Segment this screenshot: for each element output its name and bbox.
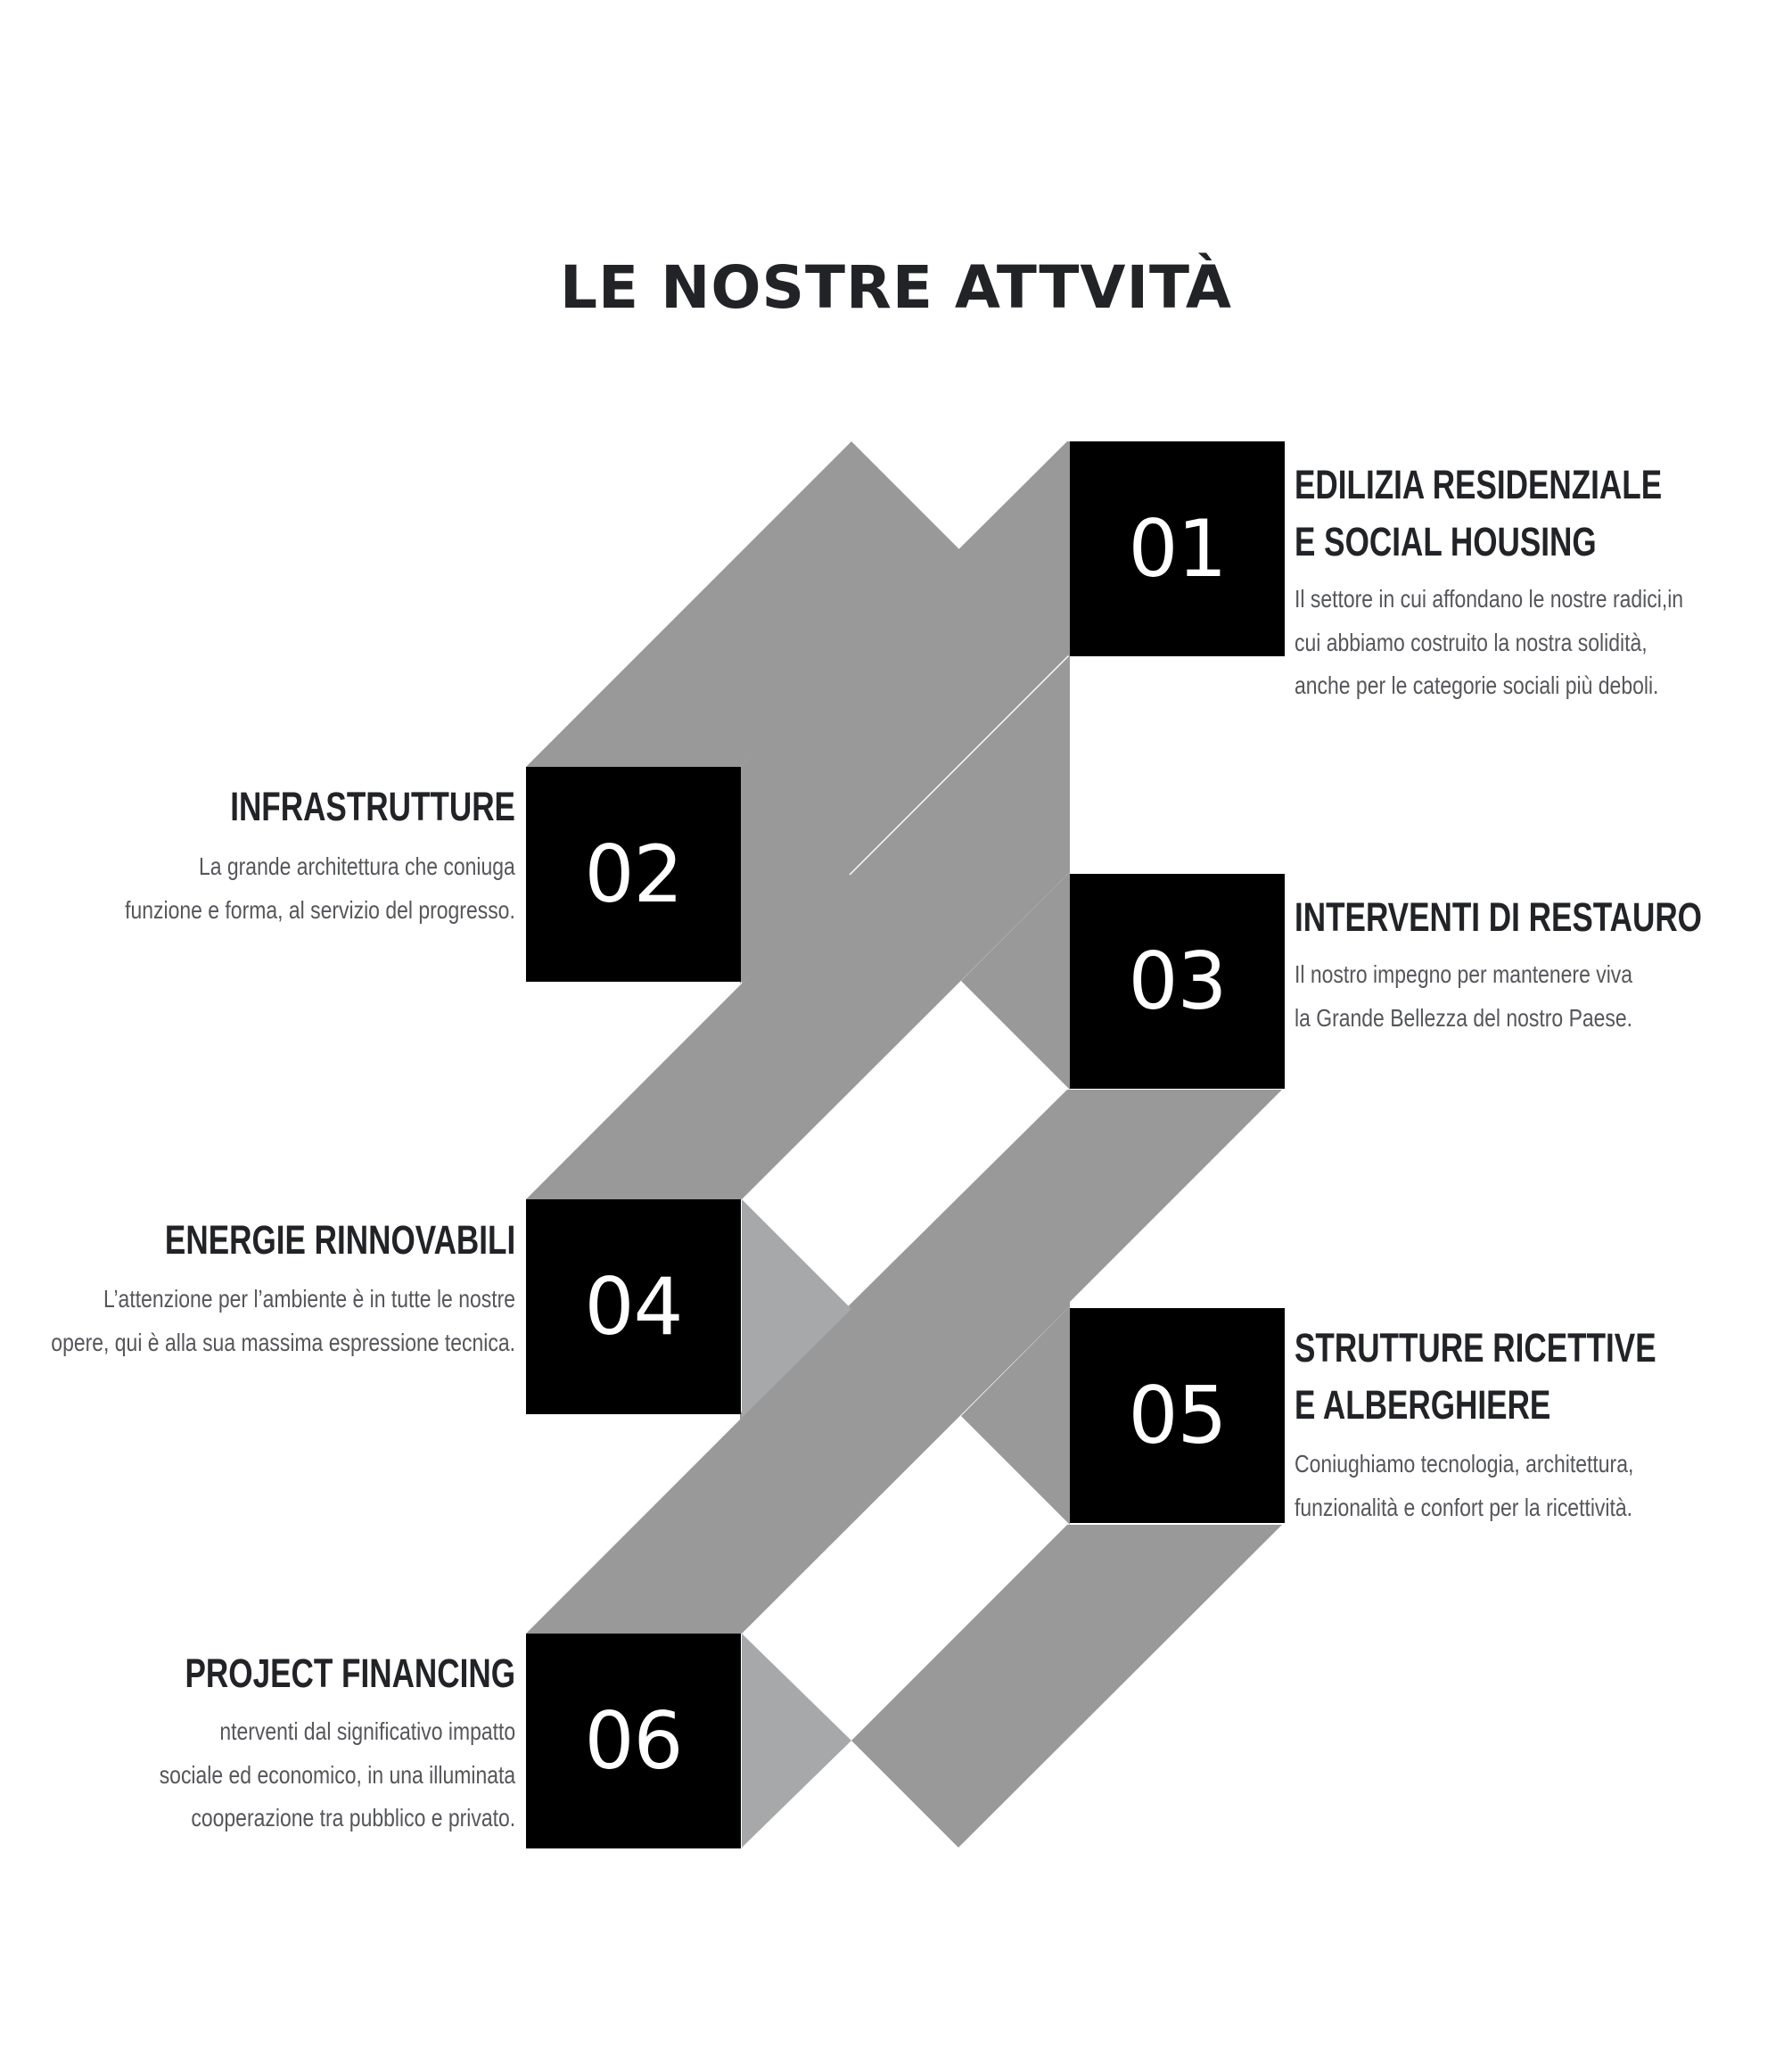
page-title: LE NOSTRE ATTVITÀ [559,253,1233,322]
item-title-infrastrutture: INFRASTRUTTURE [230,784,515,829]
number-box-02 [526,767,741,982]
item-desc-energie: L’attenzione per l’ambiente è in tutte le nostre opere, qui è alla sua massima espressione tecnica. [51,1285,515,1356]
item-desc-restauro: Il nostro impegno per mantenere viva la Grande Bellezza del nostro Paese. [1295,960,1633,1032]
item-number: 03 [1128,935,1227,1027]
item-desc-ricettive: Coniughiamo tecnologia, architettura, funzionalità e confort per la ricettività. [1295,1450,1634,1521]
item-title-restauro: INTERVENTI DI RESTAURO [1295,894,1702,940]
ribbon-fold-06 [742,1634,851,1848]
number-box-03 [1070,874,1285,1089]
ribbon-band-bottom [851,1525,1282,1848]
item-title-energie: ENERGIE RINNOVABILI [164,1217,515,1263]
number-box-06 [526,1634,741,1848]
item-number: 06 [584,1695,683,1787]
number-box-05 [1070,1308,1285,1523]
item-number: 02 [584,828,683,920]
item-desc-infrastrutture: La grande architettura che coniuga funzione e forma, al servizio del progresso. [125,852,515,924]
item-number: 05 [1128,1370,1227,1461]
item-desc-project-financing: nterventi dal significativo impatto sociale ed economico, in una illuminata cooperazione tra pubblico e privato. [159,1717,515,1832]
item-title-ricettive: STRUTTURE RICETTIVE E ALBERGHIERE [1295,1325,1656,1428]
number-box-01 [1070,441,1285,656]
item-title-project-financing: PROJECT FINANCING [185,1651,515,1696]
item-title-edilizia: EDILIZIA RESIDENZIALE E SOCIAL HOUSING [1295,462,1663,564]
item-number: 01 [1128,503,1227,595]
number-box-04 [526,1199,741,1414]
item-desc-edilizia: Il settore in cui affondano le nostre radici,in cui abbiamo costruito la nostra solidità, anche per le categorie sociali più deboli. [1295,585,1684,699]
item-number: 04 [584,1261,683,1353]
